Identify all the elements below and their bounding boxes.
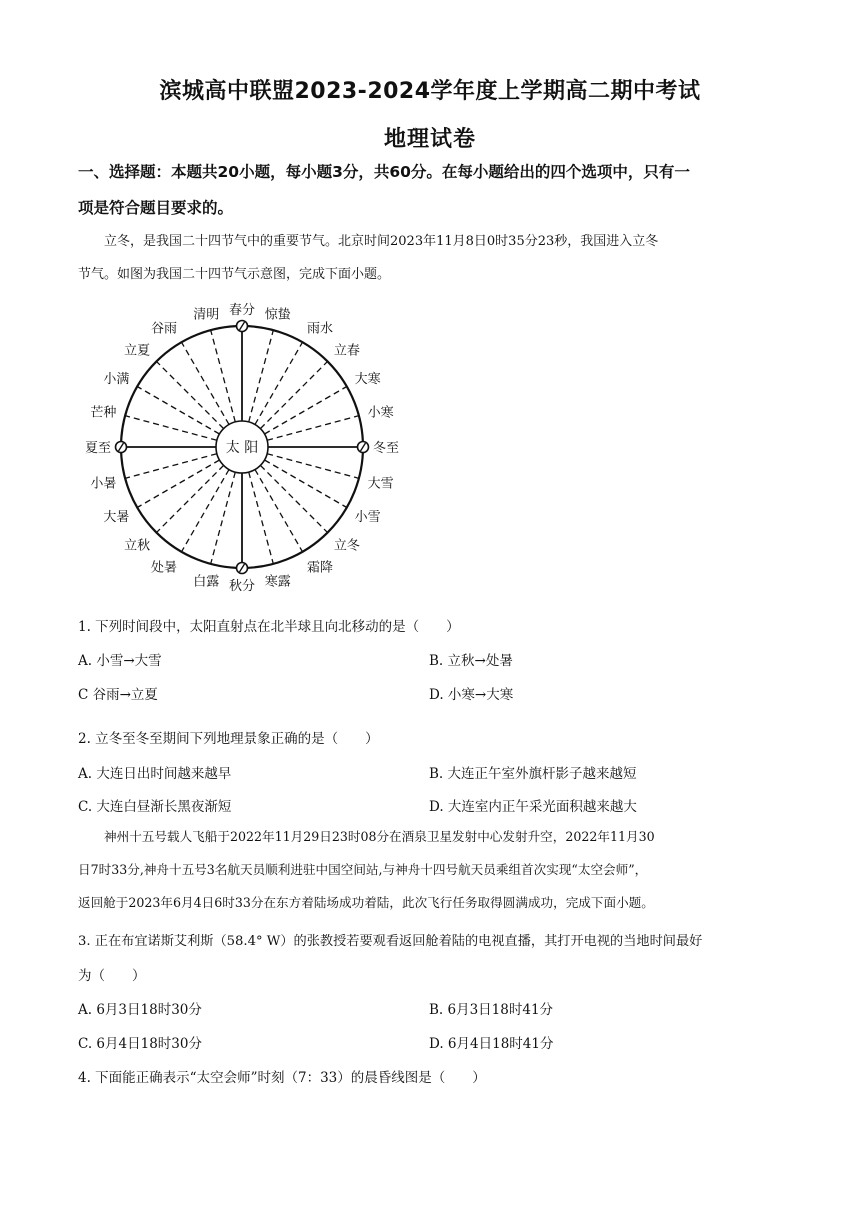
term-line-dashu: [137, 460, 219, 508]
term-label-dashu: 大暑: [103, 510, 130, 525]
term-line-hanlu: [249, 472, 274, 564]
term-line-xiaoshu: [125, 454, 217, 479]
q1-option-b: B. 立秋→处暑: [429, 653, 513, 669]
q2-option-b: B. 大连正午室外旗杆影子越来越短: [429, 766, 637, 782]
term-label-qingming: 清明: [193, 307, 220, 323]
q3-stem-line1: 3. 正在布宜诺斯艾利斯（58.4° W）的张教授若要观看返回舱着陆的电视直播，其打开电视的当地时间最好: [78, 934, 703, 949]
term-label-qiufen: 秋分: [228, 579, 256, 594]
term-line-lidong: [260, 465, 327, 532]
term-label-daxue: 大雪: [367, 476, 394, 492]
solar-terms-diagram: [76, 303, 416, 598]
term-label-jingzhe: 惊蛰: [264, 307, 291, 323]
term-line-liqiu: [156, 465, 223, 532]
exam-subtitle: 地理试卷: [383, 127, 476, 152]
q2-option-d: D. 大连室内正午采光面积越来越大: [429, 799, 637, 815]
term-line-lixia: [156, 361, 223, 428]
section-heading-line2: 项是符合题目要求的。: [78, 199, 234, 217]
term-label-lichun: 立春: [333, 343, 360, 359]
term-line-bailu: [211, 472, 236, 564]
term-label-guyu: 谷雨: [150, 321, 177, 337]
term-line-guyu: [182, 342, 230, 424]
q3-option-a: A. 6月3日18时30分: [78, 1002, 202, 1018]
q1-option-d: D. 小寒→大寒: [429, 687, 514, 703]
q1-stem: 1. 下列时间段中，太阳直射点在北半球且向北移动的是（ ）: [78, 619, 460, 635]
term-label-dahan: 大寒: [354, 372, 381, 387]
term-label-mangzhong: 芒种: [90, 405, 117, 421]
term-line-shuangjiang: [255, 470, 303, 552]
term-label-xiaoshu: 小暑: [90, 476, 117, 492]
q3-stem-line2: 为（ ）: [78, 968, 146, 984]
intro2-line2: 日7时33分,神舟十五号3名航天员顺利进驻中国空间站,与神舟十四号航天员乘组首次实现“太空会师”，: [78, 862, 648, 877]
term-label-xiaohan: 小寒: [367, 405, 394, 421]
term-line-xiaohan: [267, 416, 359, 441]
term-line-xiaoxue: [265, 460, 347, 508]
q1-option-c: C 谷雨→立夏: [78, 687, 158, 703]
q2-option-c: C. 大连白昼渐长黑夜渐短: [78, 799, 232, 815]
section-heading-line1: 一、选择题：本题共20小题，每小题3分，共60分。在每小题给出的四个选项中，只有一: [78, 163, 690, 181]
term-label-dongzhi: 冬至: [373, 441, 400, 456]
term-label-lidong: 立冬: [333, 538, 360, 554]
term-label-xiaoman: 小满: [103, 372, 130, 387]
sun-label: 太 阳: [225, 440, 259, 456]
exam-title: 滨城高中联盟2023-2024学年度上学期高二期中考试: [159, 79, 701, 104]
term-line-daxue: [267, 454, 359, 479]
term-line-qingming: [211, 330, 236, 422]
q4-stem: 4. 下面能正确表示“太空会师”时刻（7：33）的晨昏线图是（ ）: [78, 1070, 486, 1086]
term-label-yushui: 雨水: [307, 321, 334, 337]
intro1-line1: 立冬，是我国二十四节气中的重要节气。北京时间2023年11月8日0时35分23秒，我国进入立冬: [104, 234, 659, 249]
term-line-mangzhong: [125, 416, 217, 441]
intro2-line3: 返回舱于2023年6月4日6时33分在东方着陆场成功着陆，此次飞行任务取得圆满成功，完成下面小题。: [78, 895, 654, 910]
term-label-chunfen: 春分: [228, 303, 256, 318]
term-label-bailu: 白露: [193, 574, 220, 590]
term-line-lichun: [260, 361, 327, 428]
term-label-hanlu: 寒露: [264, 574, 291, 590]
term-label-shuangjiang: 霜降: [307, 560, 334, 576]
intro-paragraph-2: [78, 820, 792, 919]
intro2-line1: 神州十五号载人飞船于2022年11月29日23时08分在酒泉卫星发射中心发射升空，2022年11月30: [104, 829, 655, 844]
term-label-chushu: 处暑: [150, 560, 177, 576]
term-line-chushu: [182, 470, 230, 552]
q2-stem: 2. 立冬至冬至期间下列地理景象正确的是（ ）: [78, 731, 379, 747]
term-label-xiazhi: 夏至: [84, 441, 111, 456]
intro-paragraph-1: [78, 225, 792, 291]
term-label-lixia: 立夏: [124, 343, 151, 359]
term-label-xiaoxue: 小雪: [354, 510, 381, 525]
q3-option-c: C. 6月4日18时30分: [78, 1036, 202, 1052]
q2-option-a: A. 大连日出时间越来越早: [78, 766, 232, 782]
term-line-yushui: [255, 342, 303, 424]
term-line-xiaoman: [137, 387, 219, 435]
term-line-dahan: [265, 387, 347, 435]
q3-option-b: B. 6月3日18时41分: [429, 1002, 554, 1018]
term-line-jingzhe: [249, 330, 274, 422]
q3-option-d: D. 6月4日18时41分: [429, 1036, 554, 1052]
intro1-line2: 节气。如图为我国二十四节气示意图，完成下面小题。: [78, 267, 391, 282]
term-label-liqiu: 立秋: [124, 538, 151, 554]
q1-option-a: A. 小雪→大雪: [78, 653, 162, 669]
